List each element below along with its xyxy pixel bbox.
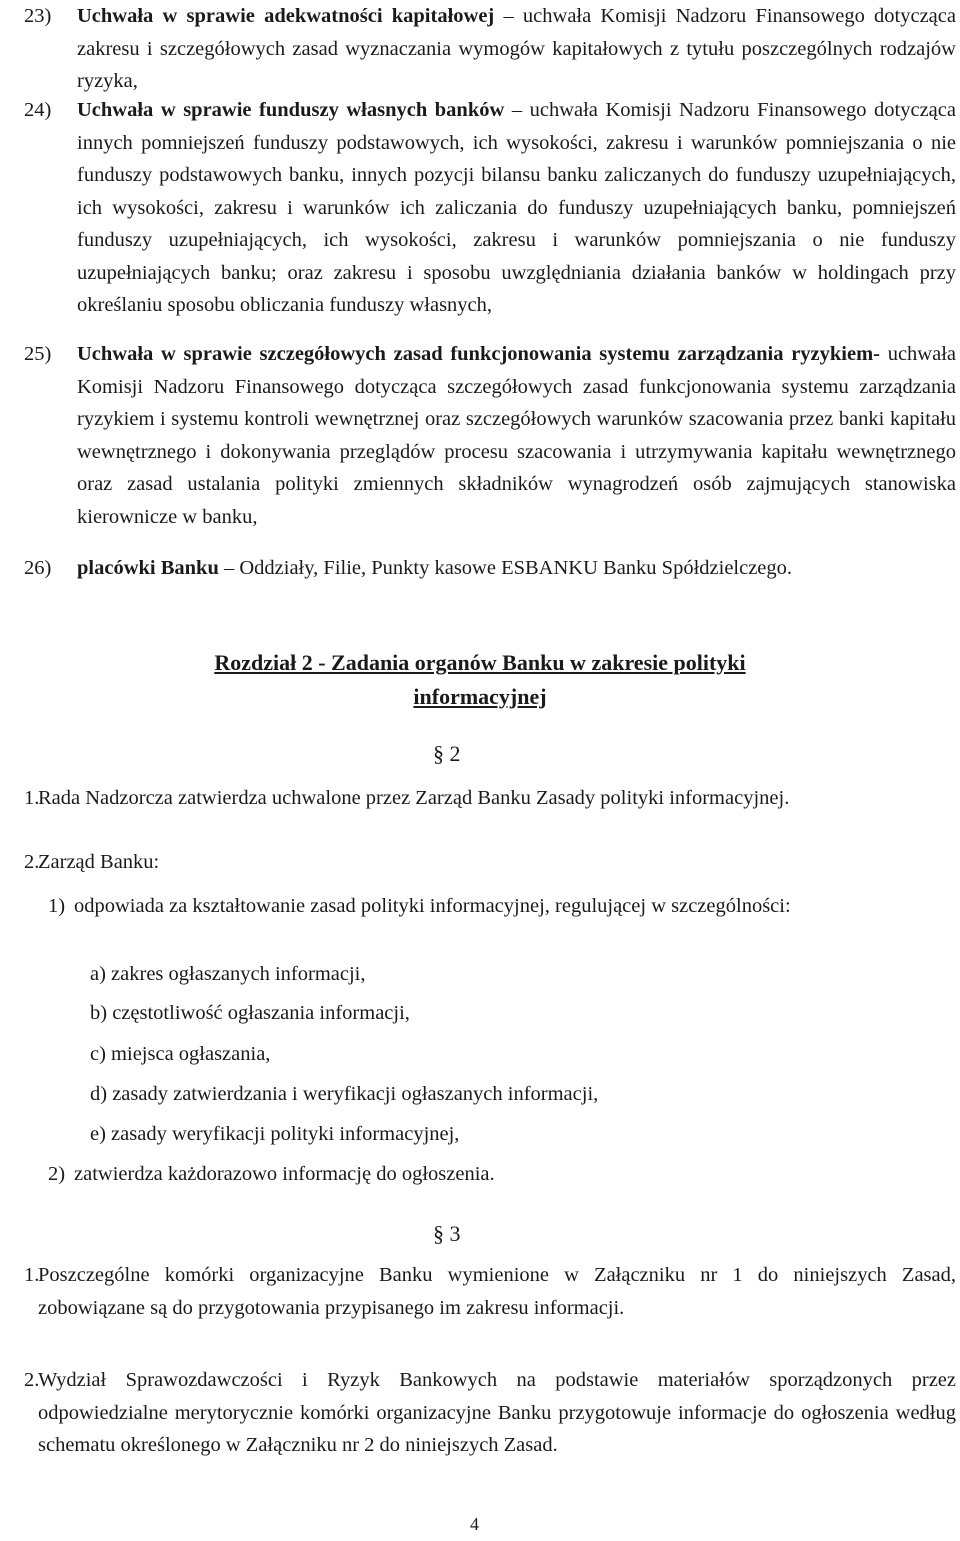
list-item: b) częstotliwość ogłaszania informacji, bbox=[90, 1002, 410, 1024]
definition-item-23 bbox=[24, 0, 956, 98]
definition-text: – uchwała Komisji Nadzoru Finansowego dotycząca zakresu i szczegółowych zasad wyznaczania wymogów kapitałowych z tytułu poszczególnych rodzajów ryzyka, bbox=[77, 5, 956, 92]
chapter-heading: Rozdział 2 - Zadania organów Banku w zakresie polityki informacyjnej bbox=[214, 650, 746, 709]
subpoint-2 bbox=[48, 1158, 956, 1191]
defined-term: Uchwała w sprawie szczegółowych zasad funkcjonowania systemu zarządzania ryzykiem- bbox=[77, 343, 880, 365]
paragraph-number: 1. bbox=[24, 1264, 40, 1286]
paragraph-number: 1. bbox=[24, 787, 40, 809]
subpoint-number: 1) bbox=[48, 895, 66, 917]
definition-text: – Oddziały, Filie, Punkty kasowe ESBANKU Banku Spółdzielczego. bbox=[218, 557, 793, 579]
paragraph-text: Poszczególne komórki organizacyjne Banku wymienione w Załączniku nr 1 do niniejszych Zasad, zobowiązane są do przygotowania przypisanego im zakresu informacji. bbox=[38, 1264, 956, 1319]
definition-text: uchwała Komisji Nadzoru Finansowego dotycząca szczegółowych zasad funkcjonowania systemu zarządzania ryzykiem i systemu kontroli wewnętrznej oraz szczegółowych warunków szacowania przez banki kapitału wewnętrznego i dokonywania przeglądów procesu szacowania i utrzymywania kapitału wewnętrznego oraz zasad ustalania polityki zmiennych składników wynagrodzeń osób zajmujących stanowiska kierownicze w banku, bbox=[77, 343, 957, 528]
list-item: a) zakres ogłaszanych informacji, bbox=[90, 963, 366, 985]
paragraph-number: 2. bbox=[24, 851, 40, 873]
paragraph-3-1 bbox=[24, 1259, 956, 1324]
section-sign-2: § 2 bbox=[433, 741, 461, 766]
item-number: 26) bbox=[24, 557, 52, 579]
definition-text: – uchwała Komisji Nadzoru Finansowego dotycząca innych pomniejszeń funduszy podstawowych, ich wysokości, zakresu i warunków pomniejszania o nie funduszy podstawowych banku, innych pozycji bilansu banku zaliczanych do funduszy uzupełniających, ich wysokości, zakresu i warunków ich zaliczania do funduszy uzupełniających banku, pomniejszeń funduszy uzupełniających, ich wysokości, zakresu i warunków pomniejszania o nie funduszy uzupełniających banku; oraz zakresu i sposobu uwzględniania działania banków w holdingach przy określaniu sposobu obliczania funduszy własnych, bbox=[77, 99, 956, 316]
subpoint-1 bbox=[48, 890, 956, 923]
item-number: 25) bbox=[24, 343, 52, 365]
defined-term: Uchwała w sprawie funduszy własnych banków bbox=[77, 99, 505, 121]
definition-item-24 bbox=[24, 94, 956, 322]
paragraph-number: 2. bbox=[24, 1369, 40, 1391]
subpoint-number: 2) bbox=[48, 1163, 66, 1185]
subpoint-text: odpowiada za kształtowanie zasad polityki informacyjnej, regulującej w szczególności: bbox=[74, 895, 791, 917]
list-item: d) zasady zatwierdzania i weryfikacji ogłaszanych informacji, bbox=[90, 1083, 599, 1105]
item-number: 23) bbox=[24, 5, 52, 27]
paragraph-2-1 bbox=[24, 782, 956, 815]
definition-item-26 bbox=[24, 552, 956, 585]
paragraph-2-2 bbox=[24, 846, 956, 879]
subpoint-text: zatwierdza każdorazowo informację do ogłoszenia. bbox=[74, 1163, 495, 1185]
section-sign-3: § 3 bbox=[433, 1221, 461, 1246]
paragraph-text: Rada Nadzorcza zatwierdza uchwalone przez Zarząd Banku Zasady polityki informacyjnej. bbox=[38, 787, 790, 809]
list-item: c) miejsca ogłaszania, bbox=[90, 1043, 271, 1065]
list-item: e) zasady weryfikacji polityki informacyjnej, bbox=[90, 1123, 460, 1145]
item-number: 24) bbox=[24, 99, 52, 121]
paragraph-3-2 bbox=[24, 1364, 956, 1462]
defined-term: placówki Banku bbox=[77, 557, 219, 579]
paragraph-text: Zarząd Banku: bbox=[38, 851, 160, 873]
page-number: 4 bbox=[470, 1514, 479, 1534]
defined-term: Uchwała w sprawie adekwatności kapitałowej bbox=[77, 5, 495, 27]
definition-item-25 bbox=[24, 338, 956, 533]
paragraph-text: Wydział Sprawozdawczości i Ryzyk Bankowych na podstawie materiałów sporządzonych przez odpowiedzialne merytorycznie komórki organizacyjne Banku przygotowuje informacje do ogłoszenia według schematu określonego w Załączniku nr 2 do niniejszych Zasad. bbox=[38, 1369, 956, 1456]
